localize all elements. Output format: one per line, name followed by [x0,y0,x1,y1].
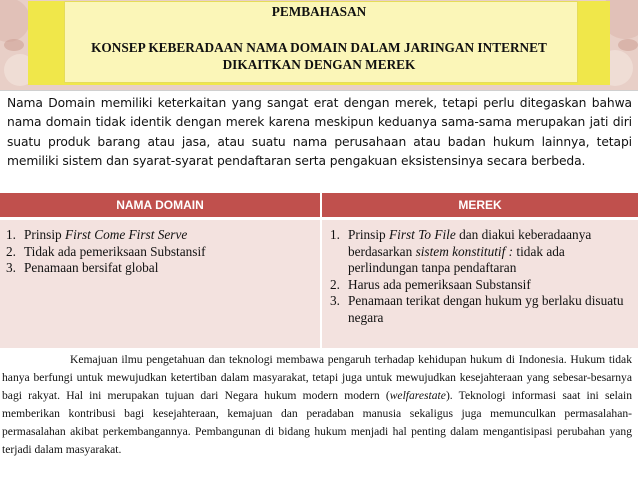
list-item: 2. Tidak ada pemeriksaan Substansif [6,243,206,259]
list-item: 3. Penamaan terikat dengan hukum yg berlaku disuatu negara [330,293,624,325]
page-title-line2: DIKAITKAN DENGAN MEREK [222,57,416,72]
domain-column [0,220,320,348]
body-paragraph: Kemajuan ilmu pengetahuan dan teknologi membawa pengaruh terhadap kehidupan hukum di Indonesia. Hukum tidak hanya berfungi untuk mewujudkan ketertiban dalam masyarakat, tetapi juga untuk mewujudkan kesejahteraan yang sebesar-besarnya bagi rakyat. Hal ini merupakan tujuan dari Negara hukum modern modern (welfarestate). Teknologi informasi saat ini selain memberikan kontribusi bagi kesejahteraan, kemajuan dan peradaban manusia sekaligus juga memunculkan permasalahan-permasalahan akibat perkembangannya. Pembangunan di bidang hukum menjadi hal penting dalam mengantisipasi perubahan yang terjadi dalam masyarakat. [2,353,632,457]
merek-list [322,227,638,327]
intro-block [0,90,638,189]
title-text [28,3,610,74]
section-label: PEMBAHASAN [271,4,367,19]
list-item: 3. Penamaan bersifat global [6,260,159,276]
table-header-merek: MEREK [322,193,638,217]
merek-column [322,220,638,348]
domain-list [0,227,320,277]
list-item: 2. Harus ada pemeriksaan Substansif [330,276,531,292]
table-header-domain: NAMA DOMAIN [0,193,320,217]
list-item: 1. Prinsip First Come First Serve [6,227,188,242]
list-item: 1. Prinsip First To File dan diakui keberadaanya berdasarkan sistem konstitutif : tidak ada perlindungan tanpa pendaftaran [330,227,592,276]
intro-text: Nama Domain memiliki keterkaitan yang sangat erat dengan merek, tetapi perlu ditegaskan bahwa nama domain tidak identik dengan merek karena meskipun keduanya sama-sama merupakan jati diri suatu produk barang atau jasa, atau suatu nama perusahaan atau badan hukum lainnya, tetapi memiliki sistem dan syarat-syarat pendaftaran serta pengakuan eksistensinya secara berbeda. [7,96,632,168]
body-paragraph-block [0,348,638,479]
page-title-line1: KONSEP KEBERADAAN NAMA DOMAIN DALAM JARINGAN INTERNET [91,39,547,55]
